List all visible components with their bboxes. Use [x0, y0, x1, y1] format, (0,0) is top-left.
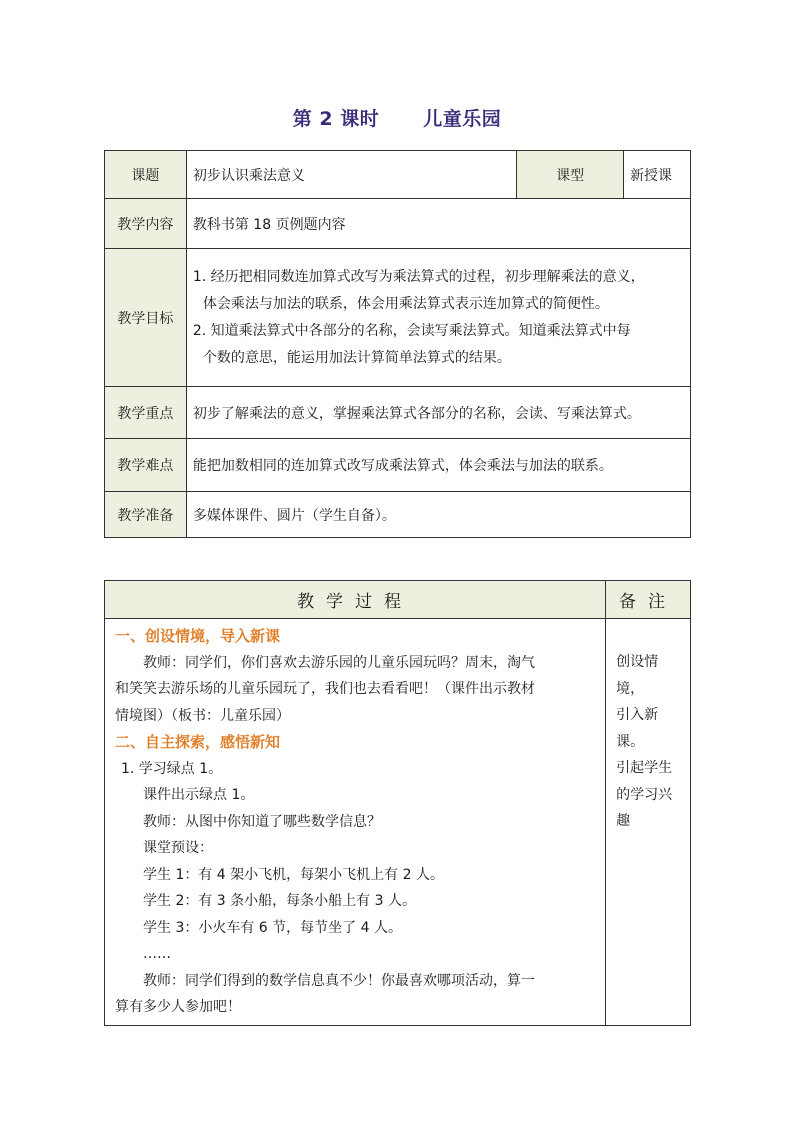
- note-line: 创设情境，: [616, 654, 659, 697]
- paragraph-line: 学生 3：小火车有 6 节，每节坐了 4 人。: [143, 919, 402, 936]
- lesson-number: 第 2 课时: [292, 108, 380, 130]
- paragraph-line: 学生 1：有 4 架小飞机，每架小飞机上有 2 人。: [143, 866, 444, 883]
- goal-line: 个数的意思，能运用加法计算简单法算式的结果。: [202, 349, 511, 366]
- content-row: [105, 199, 691, 249]
- difficulty-value: 能把加数相同的连加算式改写成乘法算式，体会乘法与加法的联系。: [186, 439, 690, 492]
- process-header-row: [105, 581, 691, 619]
- note-line: 引入新课。: [616, 707, 659, 750]
- notes-body: [606, 619, 691, 1026]
- paragraph-line: 教师：同学们，你们喜欢去游乐园的儿童乐园玩吗？周末，淘气: [143, 654, 535, 671]
- key-label: 教学重点: [105, 387, 187, 439]
- teaching-process-table: [104, 580, 691, 1026]
- paragraph-line: 情境图）（板书：儿童乐园）: [115, 707, 290, 724]
- goals-row: [105, 249, 691, 387]
- goal-line: 体会乘法与加法的联系，体会用乘法算式表示连加算式的简便性。: [202, 295, 609, 312]
- prep-label: 教学准备: [105, 492, 187, 538]
- key-value: 初步了解乘法的意义，掌握乘法算式各部分的名称，会读、写乘法算式。: [186, 387, 690, 439]
- topic-value: 初步认识乘法意义: [186, 151, 516, 199]
- lesson-name: 儿童乐园: [423, 108, 502, 130]
- paragraph-line: 课堂预设：: [143, 840, 213, 856]
- sub-heading: 1. 学习绿点 1。: [121, 760, 223, 777]
- process-header: 教学过程: [105, 581, 606, 619]
- difficulty-row: [105, 439, 691, 492]
- type-label: 课型: [517, 151, 624, 199]
- section-heading: 一、创设情境，导入新课: [115, 627, 281, 645]
- note-line: 的学习兴: [616, 786, 673, 803]
- goals-label: 教学目标: [105, 249, 187, 387]
- content-label: 教学内容: [105, 199, 187, 249]
- difficulty-label: 教学难点: [105, 439, 187, 492]
- topic-label: 课题: [105, 151, 187, 199]
- notes-header: 备注: [606, 581, 691, 619]
- paragraph-line: 教师：同学们得到的数学信息真不少！你最喜欢哪项活动，算一: [143, 972, 535, 989]
- note-line: 趣: [616, 813, 631, 829]
- process-body: [105, 619, 606, 1026]
- process-body-row: [105, 619, 691, 1026]
- key-row: [105, 387, 691, 439]
- section-heading: 二、自主探索，感悟新知: [115, 733, 281, 751]
- page-title: [0, 104, 794, 131]
- paragraph-line: 算有多少人参加吧！: [115, 999, 241, 1015]
- prep-row: [105, 492, 691, 538]
- paragraph-line: 学生 2：有 3 条小船，每条小船上有 3 人。: [143, 893, 416, 909]
- type-value: 新授课: [624, 151, 691, 199]
- goal-line: 1. 经历把相同数连加算式改写为乘法算式的过程，初步理解乘法的意义，: [192, 268, 645, 285]
- goal-line: 2. 知道乘法算式中各部分的名称，会读写乘法算式。知道乘法算式中每: [192, 322, 631, 339]
- prep-value: 多媒体课件、圆片（学生自备）。: [186, 492, 690, 538]
- content-value: 教科书第 18 页例题内容: [186, 199, 690, 249]
- paragraph-line: 课件出示绿点 1。: [143, 787, 255, 803]
- note-line: 引起学生: [616, 760, 673, 776]
- paragraph-line: 和笑笑去游乐场的儿童乐园玩了，我们也去看看吧！（课件出示教材: [115, 681, 535, 697]
- goals-value: [186, 249, 690, 387]
- ellipsis-line: ……: [143, 946, 171, 962]
- paragraph-line: 教师：从图中你知道了哪些数学信息？: [143, 813, 381, 830]
- topic-row: [105, 151, 691, 199]
- lesson-info-table: [104, 150, 691, 538]
